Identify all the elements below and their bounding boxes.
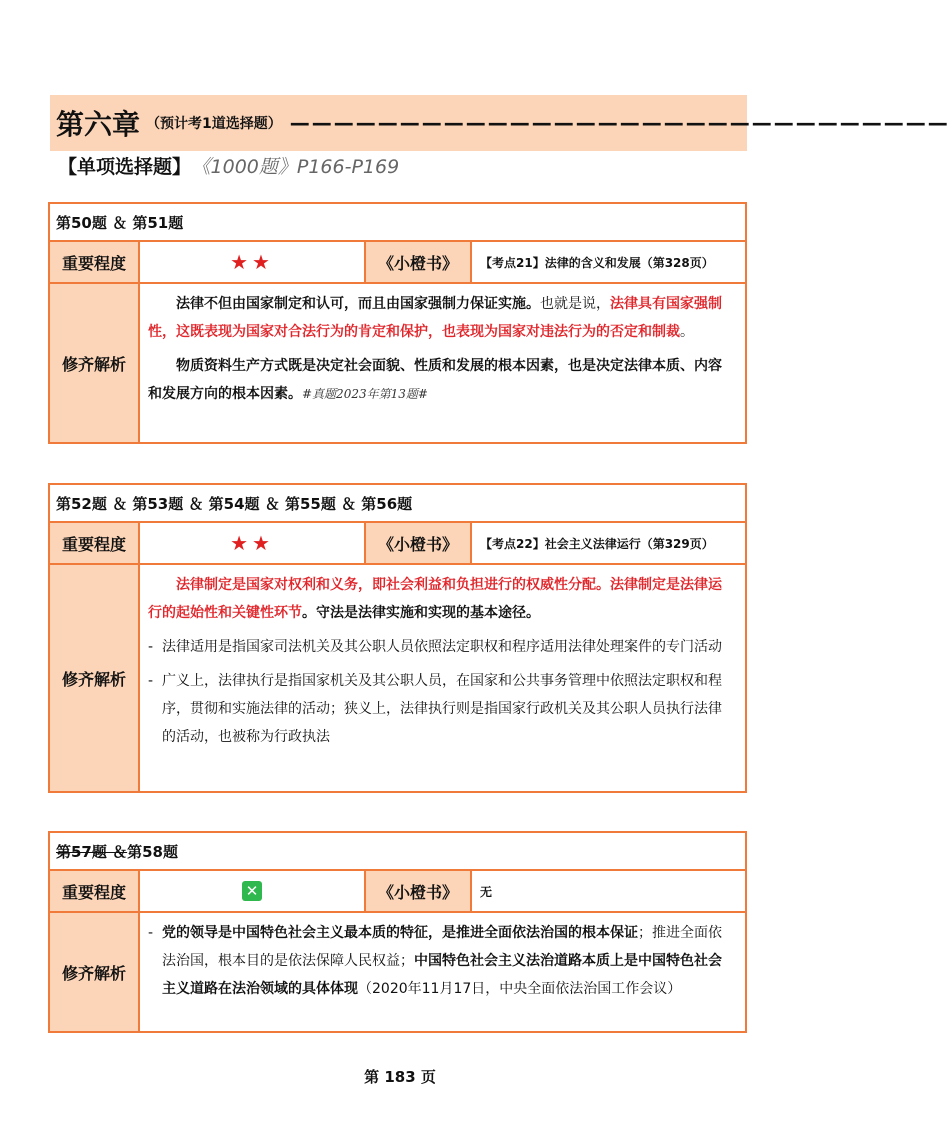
bullet-item bbox=[148, 667, 735, 751]
topic-reference: 无 bbox=[480, 884, 493, 899]
block-title bbox=[50, 833, 745, 869]
meta-row bbox=[50, 521, 745, 563]
analysis-paragraph bbox=[148, 571, 735, 627]
struck-title: 第57题 ＆ bbox=[56, 842, 128, 861]
importance-value bbox=[140, 242, 366, 282]
analysis-row bbox=[50, 282, 745, 442]
text-plain: 。 bbox=[680, 324, 694, 340]
bullet-item bbox=[148, 919, 735, 1003]
bullet-item bbox=[148, 633, 735, 661]
text-bold: 党的领导是中国特色社会主义最本质的特征，是推进全面依法治国的根本保证 bbox=[162, 925, 638, 941]
text-bold: 中国特色社会主义法治道路本质上是中国特色社会主义道路在法治领域的具体体现 bbox=[162, 953, 722, 997]
chapter-header bbox=[50, 95, 950, 151]
text-highlight: 法律具有国家强制性，这既表现为国家对合法行为的肯定和保护，也表现为国家对违法行为的否定和制裁 bbox=[148, 296, 722, 340]
section-subheading bbox=[58, 152, 399, 179]
importance-label: 重要程度 bbox=[50, 242, 140, 282]
importance-value bbox=[140, 871, 366, 911]
question-block-52-56 bbox=[48, 483, 747, 793]
text-plain: ；推进全面依法治国，根本目的是依法保障人民权益； bbox=[162, 925, 722, 969]
topic-reference: 【考点22】社会主义法律运行（第329页） bbox=[480, 536, 714, 551]
analysis-content bbox=[140, 284, 745, 442]
chapter-title: 第六章 bbox=[56, 108, 141, 141]
analysis-label: 修齐解析 bbox=[50, 913, 140, 1031]
meta-row bbox=[50, 240, 745, 282]
bullet-dash: - bbox=[148, 925, 154, 941]
text-plain: 也就是说， bbox=[540, 296, 610, 312]
text-highlight: 法律制定是国家对权利和义务，即社会利益和负担进行的权威性分配。法律制定是法律运行的起始性和关键性环节 bbox=[148, 577, 722, 621]
book-label: 《小橙书》 bbox=[366, 523, 472, 563]
book-label: 《小橙书》 bbox=[366, 871, 472, 911]
analysis-row bbox=[50, 563, 745, 791]
text-plain: （2020年11月17日，中央全面依法治国工作会议） bbox=[358, 981, 682, 997]
subheading-source: 《1000题》P166-P169 bbox=[201, 156, 400, 178]
book-label: 《小橙书》 bbox=[366, 242, 472, 282]
analysis-content bbox=[140, 565, 745, 791]
title-rest: 第58题 bbox=[127, 842, 178, 861]
bullet-text bbox=[162, 919, 735, 1003]
importance-label: 重要程度 bbox=[50, 523, 140, 563]
question-block-57-58 bbox=[48, 831, 747, 1033]
text-bold: 。守法是法律实施和实现的基本途径。 bbox=[302, 605, 540, 621]
question-block-50-51 bbox=[48, 202, 747, 444]
meta-row bbox=[50, 869, 745, 911]
chapter-note: （预计考1道选择题） bbox=[146, 116, 282, 132]
topic-reference: 【考点21】法律的含义和发展（第328页） bbox=[480, 255, 714, 270]
analysis-content bbox=[140, 913, 745, 1031]
analysis-paragraph bbox=[148, 352, 735, 408]
bullet-dash: - bbox=[148, 639, 154, 655]
bullet-dash: - bbox=[148, 673, 154, 689]
exam-reference: #真题2023年第13题# bbox=[302, 387, 428, 401]
block-title: 第52题 ＆ 第53题 ＆ 第54题 ＆ 第55题 ＆ 第56题 bbox=[56, 494, 413, 513]
cross-mark-icon: ✕ bbox=[242, 881, 262, 901]
analysis-label: 修齐解析 bbox=[50, 284, 140, 442]
chapter-dashes: —————————————————————————————— bbox=[289, 111, 950, 135]
subheading-type: 【单项选择题】 bbox=[58, 156, 192, 178]
importance-value bbox=[140, 523, 366, 563]
page-number: 第 183 页 bbox=[364, 1068, 436, 1086]
text-bold: 法律不但由国家制定和认可，而且由国家强制力保证实施。 bbox=[176, 296, 540, 312]
analysis-row bbox=[50, 911, 745, 1031]
importance-label: 重要程度 bbox=[50, 871, 140, 911]
analysis-paragraph bbox=[148, 290, 735, 346]
bullet-text: 广义上，法律执行是指国家机关及其公职人员，在国家和公共事务管理中依照法定职权和程序，贯彻和实施法律的活动；狭义上，法律执行则是指国家行政机关及其公职人员执行法律的活动，也被称为行政执法 bbox=[162, 673, 722, 745]
star-icons: ★★ bbox=[230, 250, 274, 274]
star-icons: ★★ bbox=[230, 531, 274, 555]
block-title: 第50题 ＆ 第51题 bbox=[56, 213, 184, 232]
analysis-label: 修齐解析 bbox=[50, 565, 140, 791]
text-bold: 物质资料生产方式既是决定社会面貌、性质和发展的根本因素，也是决定法律本质、内容和发展方向的根本因素。 bbox=[148, 358, 722, 402]
bullet-text: 法律适用是指国家司法机关及其公职人员依照法定职权和程序适用法律处理案件的专门活动 bbox=[162, 639, 722, 655]
